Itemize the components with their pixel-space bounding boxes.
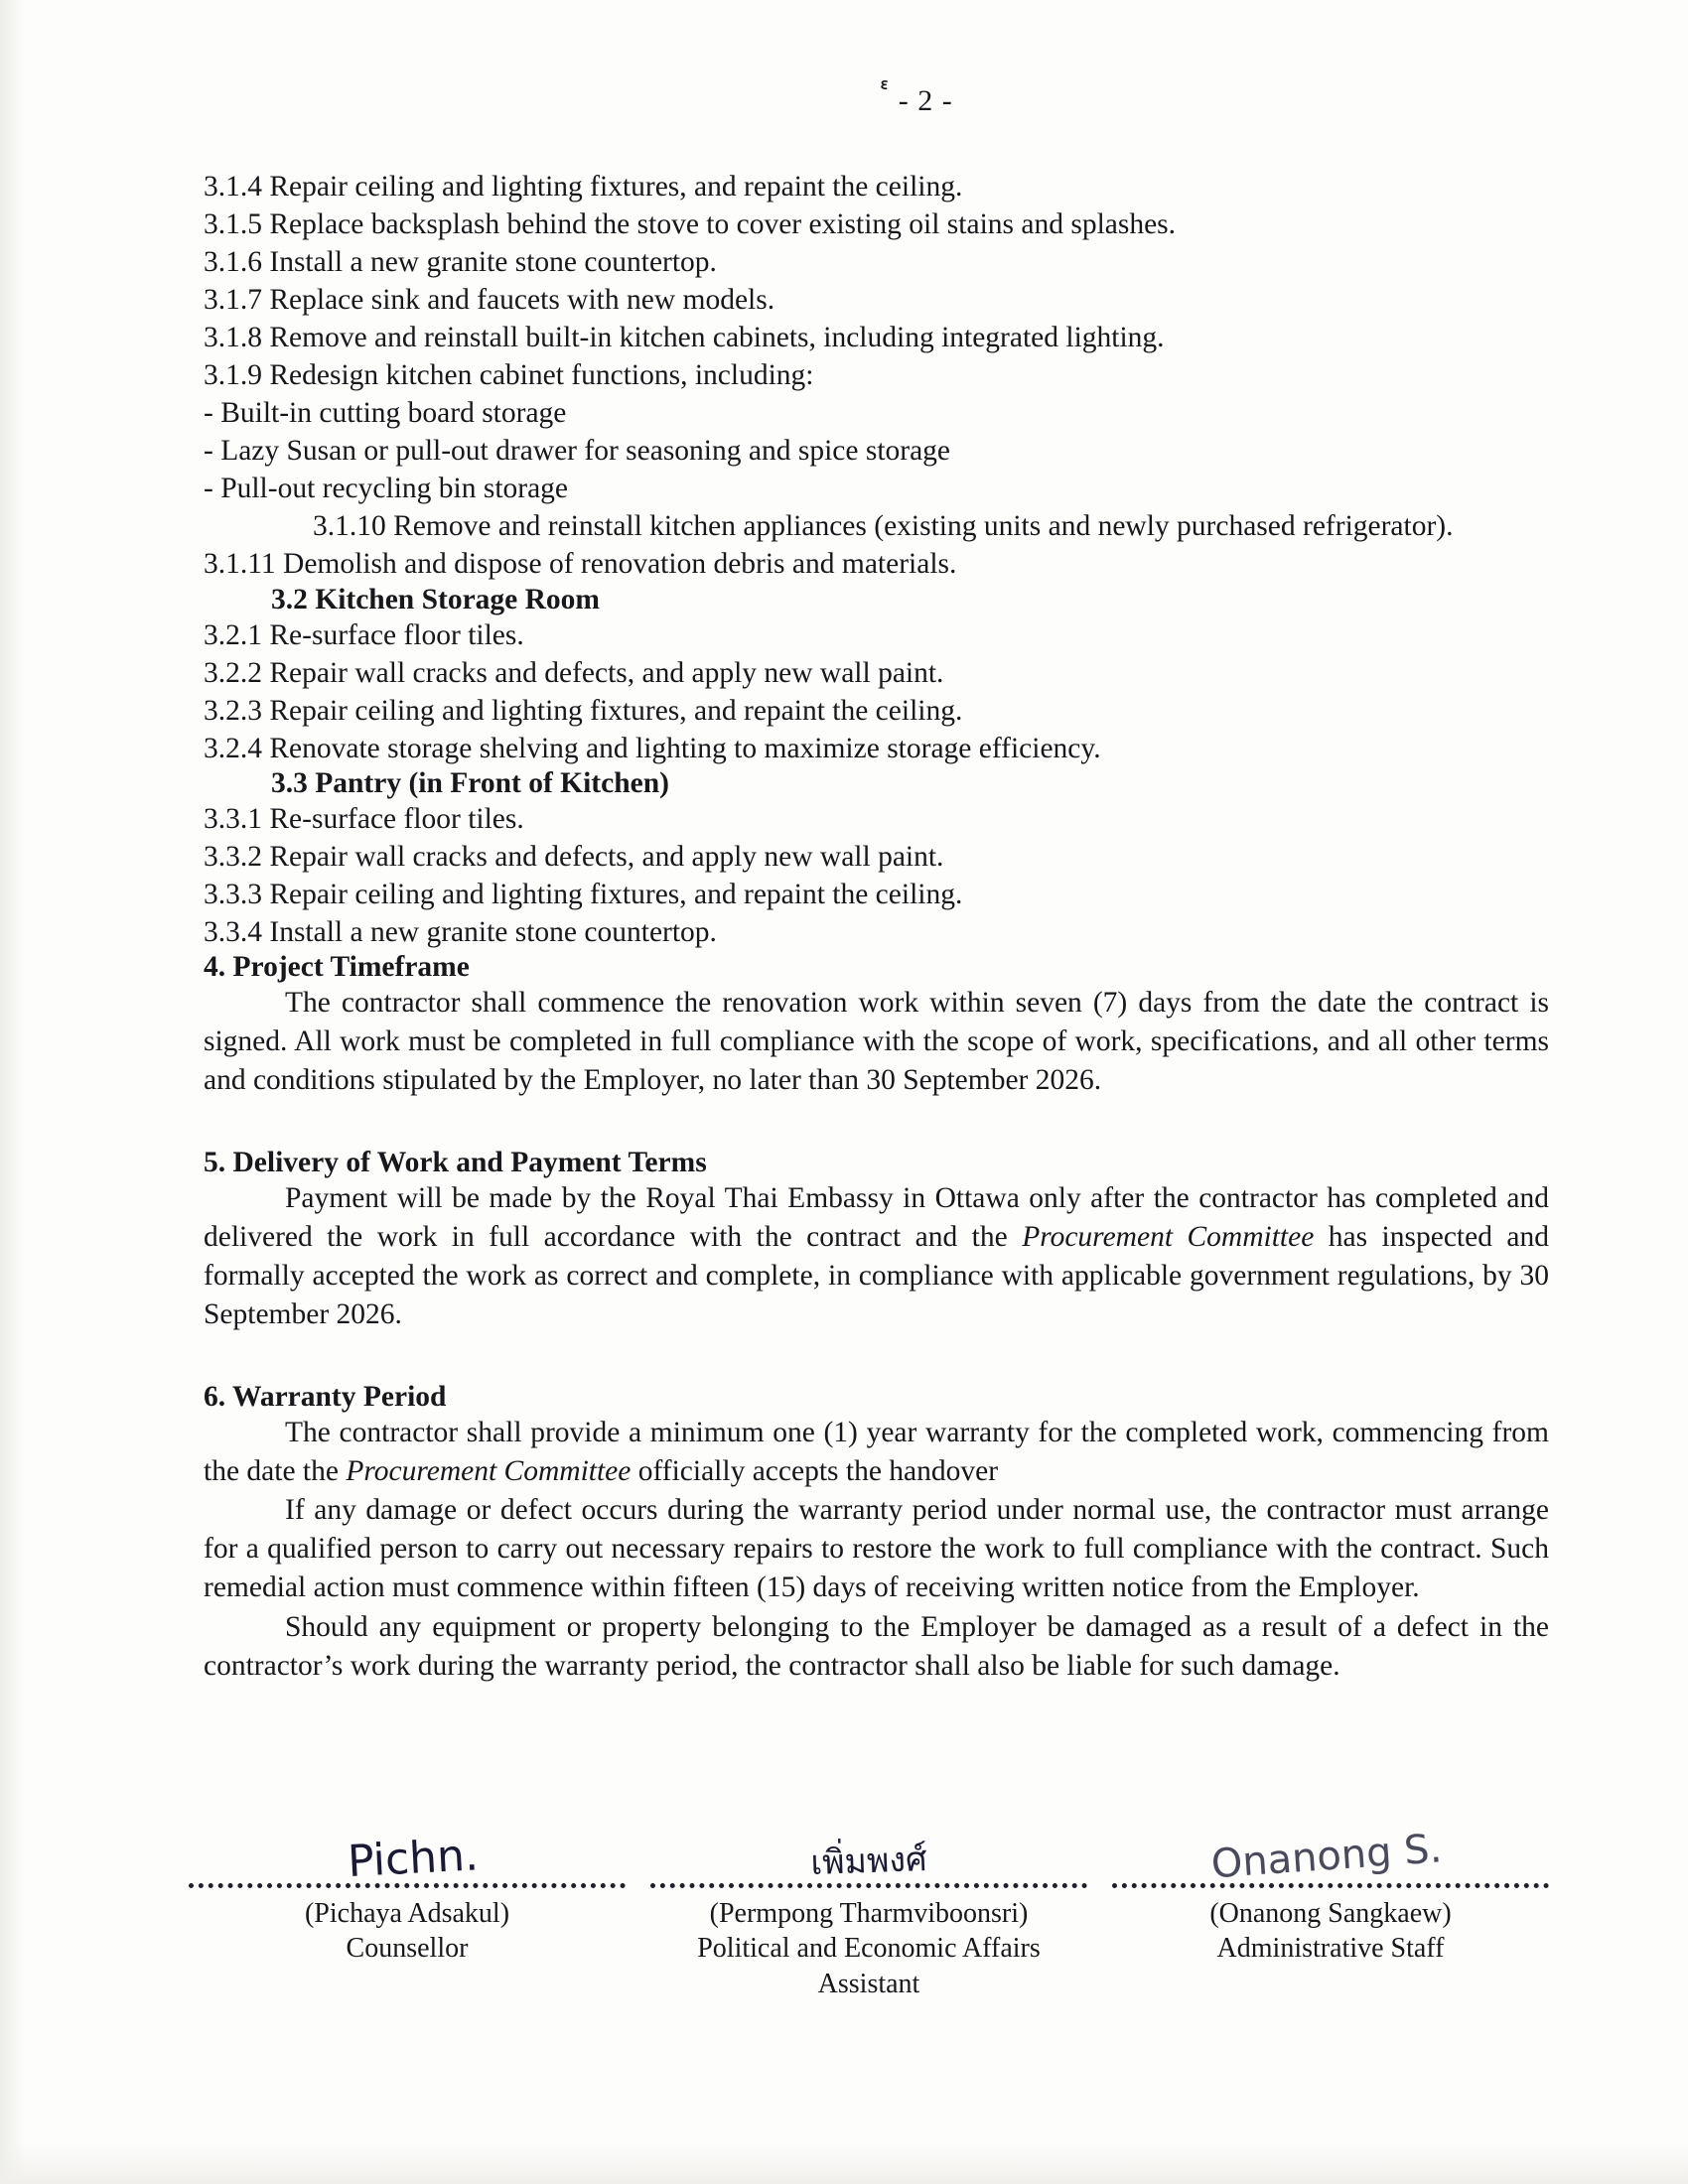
signature-line xyxy=(189,1881,626,1888)
scope-item: 3.1.7 Replace sink and faucets with new models. xyxy=(204,284,775,317)
handwritten-signature: Pichn. xyxy=(346,1830,481,1888)
section-6-paragraph-2: If any damage or defect occurs during the warranty period under normal use, the contractor must arrange for a qualified person to carry out necessary repairs to restore the work to full compliance with the contract. Such remedial action must commence within fifteen (15) days of receiving written notice from the Employer. xyxy=(204,1494,1549,1604)
page-number xyxy=(293,77,1549,124)
signatory-title: Counsellor xyxy=(346,1933,469,1965)
scope-item: 3.2.4 Renovate storage shelving and lighting to maximize storage efficiency. xyxy=(204,732,1101,764)
scope-item: 3.3.2 Repair wall cracks and defects, and apply new wall paint. xyxy=(204,840,944,873)
signature-entry xyxy=(189,1830,626,2001)
section-heading-6: 6. Warranty Period xyxy=(204,1380,447,1413)
section-6-text-part2: officially accepts the handover xyxy=(631,1454,999,1487)
handwritten-signature: เพิ่มพงศ์ xyxy=(809,1839,928,1884)
signature-block xyxy=(189,1826,1549,2001)
signatory-title: Administrative Staff xyxy=(1216,1933,1445,1965)
scope-item: 3.1.10 Remove and reinstall kitchen appliances (existing units and newly purchased refrigerator). xyxy=(313,510,1454,543)
section-5-text-part1: Payment will be made by the Royal Thai Embassy in Ottawa only after the contractor has completed and delivered the work in full accordance with the contract and the xyxy=(204,1181,1549,1253)
scope-sub-bullet: - Built-in cutting board storage xyxy=(204,397,567,430)
section-6-paragraph-3: Should any equipment or property belonging to the Employer be damaged as a result of a defect in the contractor’s work during the warranty period, the contractor shall also be liable for such damage. xyxy=(204,1610,1549,1682)
section-heading-3-3: 3.3 Pantry (in Front of Kitchen) xyxy=(271,766,669,799)
scope-item: 3.2.1 Re-surface floor tiles. xyxy=(204,618,524,651)
section-4-paragraph: The contractor shall commence the renovation work within seven (7) days from the date the contract is signed. All work must be completed in full compliance with the scope of work, specifications, and all other terms and conditions stipulated by the Employer, no later than 30 September 2026. xyxy=(204,986,1549,1097)
scope-item: 3.1.11 Demolish and dispose of renovation debris and materials. xyxy=(204,548,957,581)
scan-edge-shadow-bottom xyxy=(0,2144,1688,2184)
scope-item: 3.3.1 Re-surface floor tiles. xyxy=(204,802,524,835)
scope-item: 3.3.3 Repair ceiling and lighting fixtures, and repaint the ceiling. xyxy=(204,878,963,910)
signature-line xyxy=(650,1881,1087,1888)
scope-sub-bullet: - Pull-out recycling bin storage xyxy=(204,473,569,505)
signatory-name: (Pichaya Adsakul) xyxy=(304,1898,510,1929)
section-6-paragraph-1 xyxy=(204,1414,1549,1491)
section-6-text-part1: The contractor shall provide a minimum one (1) year warranty for the completed work, commencing from the date the xyxy=(204,1416,1549,1487)
signatory-title: Political and Economic Affairs Assistant xyxy=(697,1933,1041,1999)
scope-item: 3.2.3 Repair ceiling and lighting fixtures, and repaint the ceiling. xyxy=(204,694,963,727)
signature-entry xyxy=(1112,1826,1549,2001)
section-heading-4: 4. Project Timeframe xyxy=(204,950,470,983)
document-body xyxy=(204,77,1549,1686)
procurement-committee-italic: Procurement Committee xyxy=(1022,1220,1315,1253)
scope-item: 3.1.5 Replace backsplash behind the stove to cover existing oil stains and splashes. xyxy=(204,208,1177,241)
procurement-committee-italic: Procurement Committee xyxy=(346,1454,632,1487)
page-number-label: - 2 - xyxy=(898,84,953,117)
signatory-name: (Onanong Sangkaew) xyxy=(1209,1898,1452,1929)
scope-item: 3.1.4 Repair ceiling and lighting fixtures, and repaint the ceiling. xyxy=(204,171,963,203)
scope-item: 3.1.6 Install a new granite stone countertop. xyxy=(204,246,717,279)
signature-line xyxy=(1112,1881,1549,1888)
handwritten-signature: Onanong S. xyxy=(1209,1826,1444,1888)
scope-sub-bullet: - Lazy Susan or pull-out drawer for seasoning and spice storage xyxy=(204,435,951,468)
signature-entry xyxy=(650,1839,1087,2001)
section-5-paragraph xyxy=(204,1179,1549,1335)
section-5-text-part2: has inspected and formally accepted the work as correct and complete, in compliance with applicable government regulations, by 30 September 2026. xyxy=(204,1220,1550,1331)
scope-item: 3.1.8 Remove and reinstall built-in kitchen cabinets, including integrated lighting. xyxy=(204,322,1165,354)
scope-item: 3.3.4 Install a new granite stone countertop. xyxy=(204,915,717,948)
signatory-name: (Permpong Tharmviboonsri) xyxy=(709,1898,1029,1929)
stray-ink-mark: ๎ xyxy=(889,84,891,117)
scan-edge-shadow-left xyxy=(0,0,26,2184)
scope-item: 3.2.2 Repair wall cracks and defects, and apply new wall paint. xyxy=(204,656,944,689)
section-heading-5: 5. Delivery of Work and Payment Terms xyxy=(204,1146,707,1178)
scope-item: 3.1.9 Redesign kitchen cabinet functions, including: xyxy=(204,359,814,392)
section-heading-3-2: 3.2 Kitchen Storage Room xyxy=(271,583,601,615)
